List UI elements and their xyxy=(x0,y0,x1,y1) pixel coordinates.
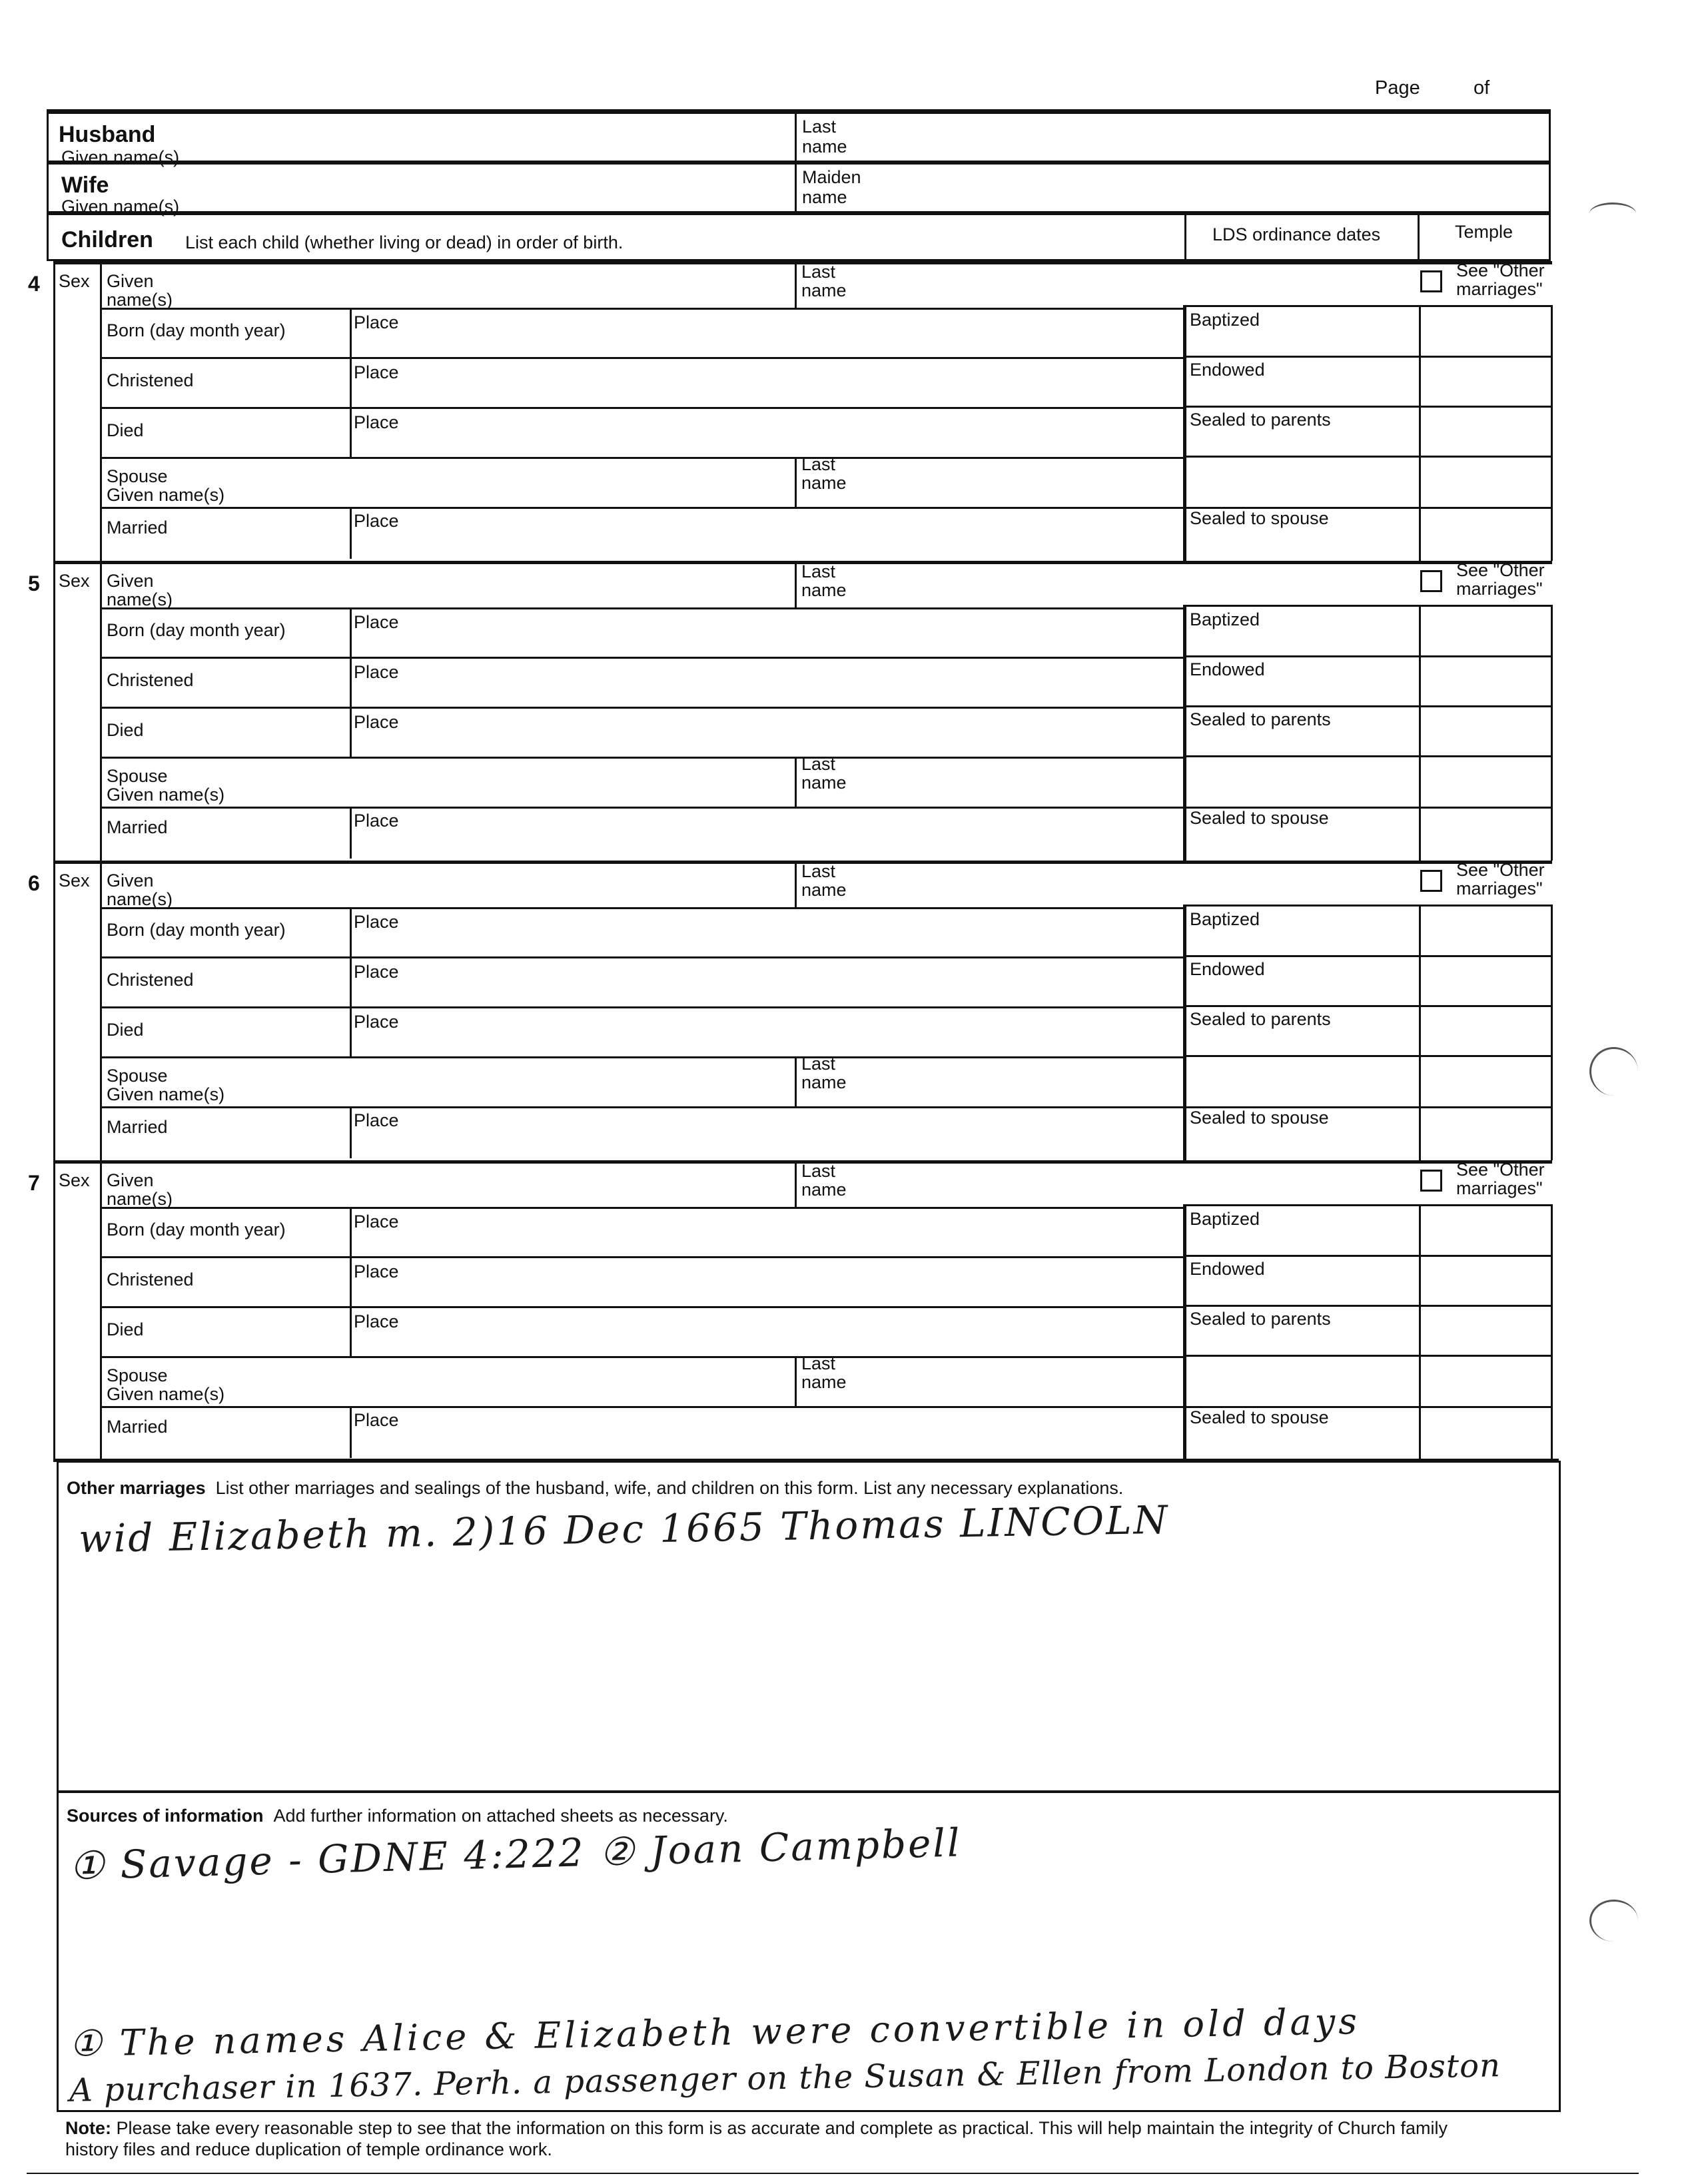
child-7-died-label: Died xyxy=(107,1319,144,1339)
child-5-endowed-label: Endowed xyxy=(1190,659,1265,679)
child-5-christened-place-divider xyxy=(350,659,352,709)
child-4-sex-label: Sex xyxy=(59,271,90,291)
child-5-christened-row-bottom xyxy=(101,707,1186,709)
child-6-christened-label: Christened xyxy=(107,970,194,990)
child-7-died-place-divider xyxy=(350,1308,352,1358)
child-4-temple-divider xyxy=(1419,305,1421,561)
child-4-baptized-row-bottom xyxy=(1186,356,1552,358)
child-4-married-place-label: Place xyxy=(354,511,399,531)
child-7-christened-label: Christened xyxy=(107,1270,194,1289)
child-5-baptized-label: Baptized xyxy=(1190,609,1260,629)
child-5-spouse-last-divider xyxy=(795,759,797,807)
child-6-spouse-last-label: Last xyxy=(801,1054,836,1074)
child-4-sealed_parents-row-bottom xyxy=(1186,456,1552,458)
child-5-spouse-label-2: Given name(s) xyxy=(107,785,225,805)
child-6-number: 6 xyxy=(28,871,40,895)
child-6-spouse-last-label-2: name xyxy=(801,1072,847,1092)
child-7-born-place-divider xyxy=(350,1208,352,1258)
child-6-sealed_parents-row-bottom xyxy=(1186,1055,1552,1057)
child-5-christened-label: Christened xyxy=(107,670,194,690)
note-title: Note: xyxy=(65,2118,111,2138)
child-7-spouse-label-2: Given name(s) xyxy=(107,1384,225,1404)
child-4-right-edge xyxy=(1551,305,1553,561)
child-4-spouse-last-divider xyxy=(795,459,797,507)
child-4-last-divider xyxy=(795,262,797,308)
child-7-number: 7 xyxy=(28,1171,40,1195)
child-7-married-place-divider xyxy=(350,1408,352,1458)
child-6-given-label-2: name(s) xyxy=(107,889,173,909)
child-4-other-marriages-label: See "Other xyxy=(1456,260,1545,280)
child-5-died-place-label: Place xyxy=(354,712,399,732)
child-5-number: 5 xyxy=(28,571,40,595)
note-text-1: Please take every reasonable step to see that the information on this form is as accurate and complete as practical. This will help maintain the integrity of Church family xyxy=(116,2118,1448,2138)
child-7-christened-place-label: Place xyxy=(354,1262,399,1281)
child-5-spouse-last-label: Last xyxy=(801,754,836,774)
child-5-born-place-label: Place xyxy=(354,612,399,632)
child-6-spouse-label-2: Given name(s) xyxy=(107,1084,225,1104)
child-7-given-label-2: name(s) xyxy=(107,1189,173,1209)
child-6-given-row-bottom xyxy=(101,907,1186,909)
husband-title: Husband xyxy=(59,122,156,147)
child-6-died-place-label: Place xyxy=(354,1012,399,1032)
page-label: Page xyxy=(1375,77,1420,99)
child-7-married-place-label: Place xyxy=(354,1410,399,1430)
husband-last-label-2: name xyxy=(802,137,847,157)
bottom-rule xyxy=(27,2173,1639,2174)
child-6-last-label-2: name xyxy=(801,880,847,900)
wife-maiden-label: Maiden xyxy=(802,167,861,187)
child-6-endowed-row-bottom xyxy=(1186,1005,1552,1007)
child-4-christened-row-bottom xyxy=(101,407,1186,409)
child-7-born-place-label: Place xyxy=(354,1212,399,1232)
child-5-born-place-divider xyxy=(350,609,352,659)
child-5-temple-divider xyxy=(1419,605,1421,861)
child-7-sealed_parents-row-bottom xyxy=(1186,1355,1552,1357)
child-7-christened-place-divider xyxy=(350,1258,352,1308)
child-5-other-marriages-label: See "Other xyxy=(1456,560,1545,580)
child-7-other-marriages-label-2: marriages" xyxy=(1456,1178,1543,1198)
sources-instruction: Add further information on attached sheets as necessary. xyxy=(273,1806,728,1826)
child-5-last-divider xyxy=(795,562,797,607)
child-5-spouse-row-bottom xyxy=(101,807,1186,809)
child-5-left-edge xyxy=(53,562,55,861)
child-7-lds-divider xyxy=(1183,1204,1186,1460)
child-6-other-marriages-label: See "Other xyxy=(1456,860,1545,880)
child-5-married-label: Married xyxy=(107,817,168,837)
other-marriages-handwritten: wid Elizabeth m. 2)16 Dec 1665 Thomas LINCOLN xyxy=(78,1497,1170,1562)
child-6-spouse-row-bottom xyxy=(101,1106,1186,1108)
child-4-left-edge xyxy=(53,262,55,561)
sources-handwritten-1: ① Savage - GDNE 4:222 ② Joan Campbell xyxy=(69,1820,963,1889)
child-5-last-label: Last xyxy=(801,561,836,581)
child-4-born-place-label: Place xyxy=(354,312,399,332)
child-7-christened-row-bottom xyxy=(101,1306,1186,1308)
child-6-spouse-last-divider xyxy=(795,1058,797,1106)
child-7-endowed-row-bottom xyxy=(1186,1305,1552,1307)
child-7-given-label: Given xyxy=(107,1170,154,1190)
child-4-given-label: Given xyxy=(107,271,154,291)
child-5-born-row-bottom xyxy=(101,657,1186,659)
child-5-other-marriages-checkbox[interactable] xyxy=(1420,570,1442,592)
child-6-baptized-row-bottom xyxy=(1186,955,1552,957)
child-4-other-marriages-checkbox[interactable] xyxy=(1420,270,1442,292)
child-7-sex-label: Sex xyxy=(59,1170,90,1190)
child-5-right-edge xyxy=(1551,605,1553,861)
husband-last-label: Last xyxy=(802,117,837,137)
child-4-spouse-label-2: Given name(s) xyxy=(107,485,225,505)
sources-title xyxy=(67,1806,728,1826)
child-7-other-marriages-label: See "Other xyxy=(1456,1160,1545,1180)
child-4-endowed-row-bottom xyxy=(1186,406,1552,408)
child-4-spouse-label: Spouse xyxy=(107,466,168,486)
child-6-endowed-label: Endowed xyxy=(1190,959,1265,979)
child-5-last-label-2: name xyxy=(801,580,847,600)
child-4-died-place-divider xyxy=(350,409,352,459)
child-7-left-edge xyxy=(53,1162,55,1460)
child-5-christened-place-label: Place xyxy=(354,662,399,682)
wife-title: Wife xyxy=(61,173,109,198)
child-5-died-label: Died xyxy=(107,720,144,740)
children-header-divider-2 xyxy=(1418,213,1420,261)
child-6-married-label: Married xyxy=(107,1117,168,1137)
child-4-lds-divider xyxy=(1183,305,1186,561)
husband-row xyxy=(47,112,1551,163)
child-4-spouse-last-label: Last xyxy=(801,454,836,474)
child-5-died-row-bottom xyxy=(101,757,1186,759)
sources-handwritten-3: A purchaser in 1637. Perh. a passenger on the Susan & Ellen from London to Boston xyxy=(69,2047,1501,2109)
note-line-1 xyxy=(65,2118,1448,2139)
child-7-baptized-label: Baptized xyxy=(1190,1209,1260,1229)
child-7-spouse-row-bottom xyxy=(101,1406,1186,1408)
husband-given-label: Given name(s) xyxy=(61,147,180,167)
child-5-sealed_parents-label: Sealed to parents xyxy=(1190,709,1331,729)
child-6-given-label: Given xyxy=(107,871,154,891)
child-7-spouse-label: Spouse xyxy=(107,1365,168,1385)
child-5-endowed-row-bottom xyxy=(1186,705,1552,707)
child-6-christened-row-bottom xyxy=(101,1006,1186,1008)
child-4-died-place-label: Place xyxy=(354,412,399,432)
child-6-baptized-label: Baptized xyxy=(1190,909,1260,929)
other-marriages-title xyxy=(67,1479,1123,1498)
child-5-sealed_parents-row-bottom xyxy=(1186,755,1552,757)
child-5-sealed-spouse-label: Sealed to spouse xyxy=(1190,808,1329,828)
child-5-given-label-2: name(s) xyxy=(107,589,173,609)
child-6-born-row-bottom xyxy=(101,956,1186,958)
child-4-other-marriages-label-2: marriages" xyxy=(1456,279,1543,299)
child-5-died-place-divider xyxy=(350,709,352,759)
child-7-born-row-bottom xyxy=(101,1256,1186,1258)
punch-hole-mark-top xyxy=(1589,202,1636,224)
child-6-christened-place-divider xyxy=(350,958,352,1008)
child-4-christened-place-label: Place xyxy=(354,362,399,382)
child-5-baptized-row-bottom xyxy=(1186,655,1552,657)
child-4-last-label: Last xyxy=(801,262,836,282)
of-label: of xyxy=(1474,77,1490,99)
child-4-lds-top xyxy=(1186,305,1552,307)
child-7-spouse-last-divider xyxy=(795,1358,797,1406)
child-6-sealed-spouse-label: Sealed to spouse xyxy=(1190,1108,1329,1128)
child-4-christened-label: Christened xyxy=(107,370,194,390)
child-4-sealed-spouse-label: Sealed to spouse xyxy=(1190,508,1329,528)
child-7-spouse-last-label-2: name xyxy=(801,1372,847,1392)
child-5-other-marriages-label-2: marriages" xyxy=(1456,579,1543,599)
child-6-christened-place-label: Place xyxy=(354,962,399,982)
child-6-right-edge xyxy=(1551,905,1553,1160)
child-6-last-divider xyxy=(795,862,797,907)
punch-hole-mark-bottom xyxy=(1589,1900,1638,1942)
child-5-lds-top xyxy=(1186,605,1552,607)
child-4-christened-place-divider xyxy=(350,359,352,409)
child-6-left-edge xyxy=(53,862,55,1160)
child-6-lds-divider xyxy=(1183,905,1186,1160)
child-6-sealed_parents-label: Sealed to parents xyxy=(1190,1009,1331,1029)
child-6-sex-label: Sex xyxy=(59,871,90,891)
sources-title-text: Sources of information xyxy=(67,1806,264,1826)
children-title: Children xyxy=(61,227,153,252)
child-7-last-divider xyxy=(795,1162,797,1207)
child-6-married-place-divider xyxy=(350,1108,352,1158)
child-4-born-label: Born (day month year) xyxy=(107,320,286,340)
note-text-2: history files and reduce duplication of temple ordinance work. xyxy=(65,2139,552,2159)
child-4-died-row-bottom xyxy=(101,457,1186,459)
wife-given-label: Given name(s) xyxy=(61,196,180,216)
child-5-spouse-label: Spouse xyxy=(107,766,168,786)
child-4-given-label-2: name(s) xyxy=(107,290,173,310)
children-instruction: List each child (whether living or dead) in order of birth. xyxy=(185,232,624,252)
child-5-given-label: Given xyxy=(107,571,154,591)
child-7-right-edge xyxy=(1551,1204,1553,1460)
child-6-last-label: Last xyxy=(801,861,836,881)
child-5-spouse-last-label-2: name xyxy=(801,773,847,793)
punch-hole-mark-middle xyxy=(1589,1047,1638,1096)
child-7-temple-divider xyxy=(1419,1204,1421,1460)
child-6-temple-divider xyxy=(1419,905,1421,1160)
lds-ordinance-label: LDS ordinance dates xyxy=(1212,224,1381,244)
wife-row xyxy=(47,163,1551,213)
child-6-born-place-divider xyxy=(350,909,352,958)
child-6-spouse-label: Spouse xyxy=(107,1066,168,1086)
child-4-spouse-row-bottom xyxy=(101,507,1186,509)
wife-divider xyxy=(795,163,797,213)
child-7-baptized-row-bottom xyxy=(1186,1255,1552,1257)
child-7-married-label: Married xyxy=(107,1417,168,1437)
child-4-married-label: Married xyxy=(107,518,168,538)
child-4-married-place-divider xyxy=(350,509,352,559)
child-6-born-place-label: Place xyxy=(354,912,399,932)
child-7-born-label: Born (day month year) xyxy=(107,1220,286,1240)
child-6-lds-top xyxy=(1186,905,1552,907)
child-5-born-label: Born (day month year) xyxy=(107,620,286,640)
child-4-spouse-last-label-2: name xyxy=(801,473,847,493)
child-7-died-place-label: Place xyxy=(354,1311,399,1331)
child-7-spouse-last-label: Last xyxy=(801,1353,836,1373)
child-4-given-row-bottom xyxy=(101,308,1186,310)
temple-label: Temple xyxy=(1455,222,1513,242)
children-header-divider-1 xyxy=(1184,213,1186,261)
child-6-married-place-label: Place xyxy=(354,1110,399,1130)
child-4-baptized-label: Baptized xyxy=(1190,310,1260,330)
sources-handwritten-2: ① The names Alice & Elizabeth were convertible in old days xyxy=(69,2000,1361,2065)
child-4-last-label-2: name xyxy=(801,280,847,300)
child-7-endowed-label: Endowed xyxy=(1190,1259,1265,1279)
child-4-died-label: Died xyxy=(107,420,144,440)
child-5-given-row-bottom xyxy=(101,607,1186,609)
child-4-number: 4 xyxy=(28,272,40,296)
child-5-lds-divider xyxy=(1183,605,1186,861)
other-marriages-title-text: Other marriages xyxy=(67,1478,206,1498)
other-marriages-instruction: List other marriages and sealings of the husband, wife, and children on this form. List any necessary explanations. xyxy=(215,1478,1124,1498)
child-7-died-row-bottom xyxy=(101,1356,1186,1358)
child-4-born-place-divider xyxy=(350,309,352,359)
child-7-sealed-spouse-label: Sealed to spouse xyxy=(1190,1407,1329,1427)
child-6-died-place-divider xyxy=(350,1008,352,1058)
child-5-sex-label: Sex xyxy=(59,571,90,591)
child-4-sealed_parents-label: Sealed to parents xyxy=(1190,410,1331,430)
child-6-other-marriages-checkbox[interactable] xyxy=(1420,870,1442,892)
child-6-died-label: Died xyxy=(107,1020,144,1040)
child-7-sealed_parents-label: Sealed to parents xyxy=(1190,1309,1331,1329)
child-5-married-place-divider xyxy=(350,809,352,859)
child-6-died-row-bottom xyxy=(101,1056,1186,1058)
child-7-lds-top xyxy=(1186,1204,1552,1206)
child-6-born-label: Born (day month year) xyxy=(107,920,286,940)
child-7-given-row-bottom xyxy=(101,1207,1186,1209)
husband-divider xyxy=(795,112,797,163)
child-6-other-marriages-label-2: marriages" xyxy=(1456,879,1543,899)
child-7-last-label: Last xyxy=(801,1161,836,1181)
child-7-last-label-2: name xyxy=(801,1180,847,1200)
wife-maiden-label-2: name xyxy=(802,187,847,207)
child-5-married-place-label: Place xyxy=(354,811,399,831)
child-4-born-row-bottom xyxy=(101,357,1186,359)
child-7-other-marriages-checkbox[interactable] xyxy=(1420,1170,1442,1192)
child-4-endowed-label: Endowed xyxy=(1190,360,1265,380)
